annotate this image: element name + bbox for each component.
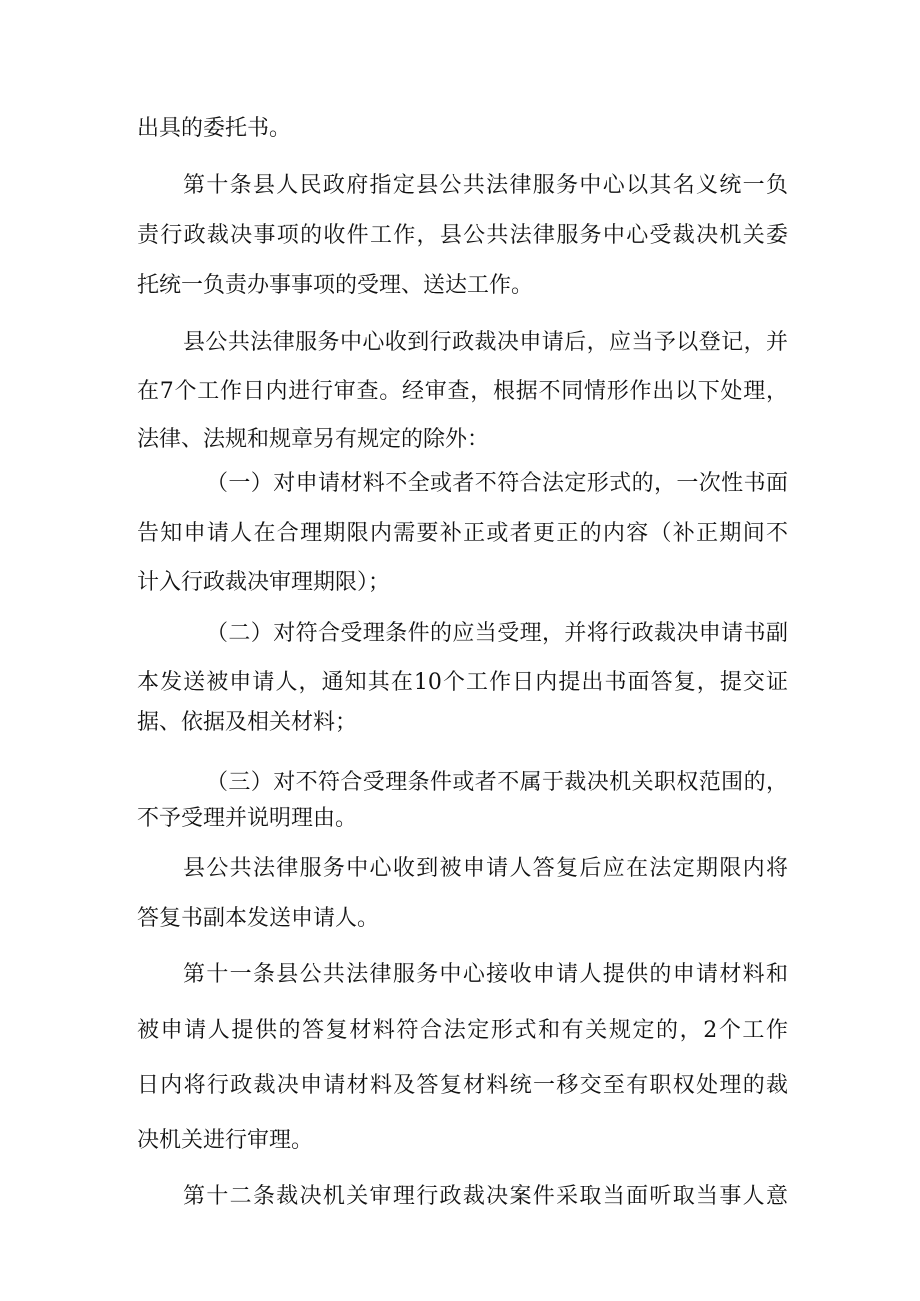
text-line: 第十一条县公共法律服务中心接收申请人提供的申请材料和 <box>183 962 788 987</box>
text-line: 第十二条裁决机关审理行政裁决案件采取当面听取当事人意 <box>183 1184 788 1209</box>
text-line: 被申请人提供的答复材料符合法定形式和有关规定的，2个工作 <box>137 1018 788 1043</box>
text-line: 计入行政裁决审理期限）； <box>137 570 391 595</box>
text-line: 在7个工作日内进行审查。经审查，根据不同情形作出以下处理， <box>137 379 788 404</box>
text-line: 法律、法规和规章另有规定的除外： <box>137 427 490 452</box>
text-line: 答复书副本发送申请人。 <box>137 906 380 931</box>
text-line: 告知申请人在合理期限内需要补正或者更正的内容（补正期间不 <box>137 521 788 546</box>
text-line: 据、依据及相关材料； <box>137 710 358 735</box>
text-line: （二）对符合受理条件的应当受理，并将行政裁决申请书副 <box>206 621 788 646</box>
text-line: 本发送被申请人，通知其在10个工作日内提出书面答复，提交证 <box>137 670 788 695</box>
text-line: （一）对申请材料不全或者不符合法定形式的，一次性书面 <box>206 471 788 496</box>
text-line: 日内将行政裁决申请材料及答复材料统一移交至有职权处理的裁 <box>137 1073 788 1098</box>
text-line: 出具的委托书。 <box>137 116 292 141</box>
text-line: 决机关进行审理。 <box>137 1128 314 1153</box>
text-line: 不予受理并说明理由。 <box>137 806 358 831</box>
text-line: 托统一负责办事事项的受理、送达工作。 <box>137 273 534 298</box>
text-line: 县公共法律服务中心收到行政裁决申请后，应当予以登记，并 <box>183 330 788 355</box>
text-line: （三）对不符合受理条件或者不属于裁决机关职权范围的， <box>206 770 788 795</box>
text-line: 第十条县人民政府指定县公共法律服务中心以其名义统一负 <box>183 173 788 198</box>
text-line: 责行政裁决事项的收件工作，县公共法律服务中心受裁决机关委 <box>137 223 788 248</box>
text-line: 县公共法律服务中心收到被申请人答复后应在法定期限内将 <box>183 856 788 881</box>
